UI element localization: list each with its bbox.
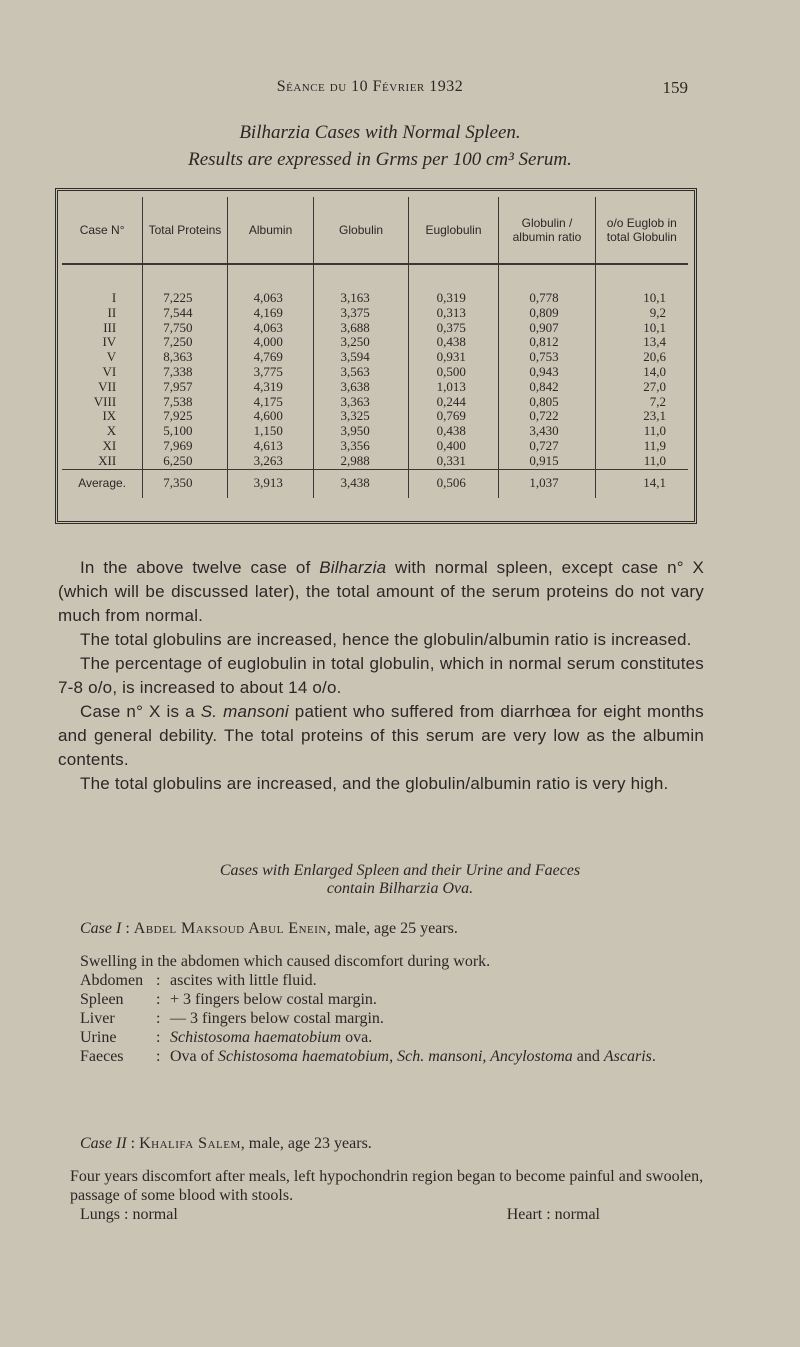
field-label: Spleen [80,991,124,1008]
field-value: — 3 fingers below costal margin. [170,1010,384,1027]
table-caption-line2: Results are expressed in Grms per 100 cm³ Serum. [188,149,572,170]
case-label: Case I [80,920,122,937]
table-cell: XI [102,437,117,453]
table-cell: 1,150 [227,424,314,439]
table-cell: 7,925 [143,409,227,424]
paragraph [58,700,704,772]
table-cell: 0,809 [499,306,595,321]
table-cell: 0,842 [499,380,595,395]
table-cell: 11,0 [595,454,688,469]
table-cell: 0,244 [408,395,499,410]
paragraph: The percentage of euglobulin in total globulin, which in normal serum constitutes 7-8 o/o, is increased to about 14 o/o. [58,654,704,697]
table-cell: 7,2 [595,395,688,410]
table-cell: 4,063 [227,291,314,306]
page-number: 159 [662,78,688,97]
case-2-heading [80,1134,720,1153]
field-separator: : [156,1029,161,1046]
column-header: Euglobulin [408,197,499,264]
column-header: Globulin [314,197,408,264]
table-cell: 4,319 [227,380,314,395]
table-cell: 3,950 [314,424,408,439]
table-header-row [62,197,688,264]
paragraph: The total globulins are increased, hence the globulin/albumin ratio is increased. [80,630,692,649]
table-cell: 0,753 [499,350,595,365]
table-row [62,439,688,454]
text: In the above twelve case of [80,558,320,577]
field-value: ascites with little fluid. [170,972,317,989]
case-intro: Swelling in the abdomen which caused discomfort during work. [80,953,491,970]
table-cell: 0,812 [499,335,595,350]
table-cell: 9,2 [595,306,688,321]
table-cell: 11,9 [595,439,688,454]
table-cell: XII [98,452,117,468]
table-body [62,264,688,498]
field-label: Liver [80,1010,115,1027]
column-header: o/o Euglob in total Globulin [595,197,688,264]
table-cell: 3,775 [227,365,314,380]
table-cell: 0,438 [408,424,499,439]
table-spacer-row [62,264,688,291]
table-cell: 3,363 [314,395,408,410]
table-cell: 4,600 [227,409,314,424]
field-label: Abdomen [80,972,144,989]
table-cell: 23,1 [595,409,688,424]
text: . [651,1048,656,1065]
table-cell: 4,169 [227,306,314,321]
table-cell: VII [98,378,117,394]
table-cell: X [106,423,117,439]
table-cell: 10,1 [595,291,688,306]
table-row [62,306,688,321]
table-cell: 0,907 [499,321,595,336]
table-cell: 3,250 [314,335,408,350]
patient-name: Abdel Maksoud Abul Enein [133,920,327,937]
text: Ova of [170,1048,218,1065]
table-cell: 0,375 [408,321,499,336]
field-label: Faeces [80,1048,124,1065]
table-row [62,350,688,365]
italic-text: Schistosoma haematobium [170,1029,342,1046]
table-row [62,454,688,469]
column-header: Albumin [227,197,314,264]
average-label: Average. [62,469,143,498]
patient-details: , male, age 23 years. [240,1135,372,1152]
italic-text: S. mansoni [200,702,289,721]
table-cell: 3,263 [227,454,314,469]
table-cell: 0,805 [499,395,595,410]
table-cell: 2,988 [314,454,408,469]
table-cell: VIII [93,393,117,409]
case-2-paragraph: Four years discomfort after meals, left hypochondrin region began to become painful and swoolen, passage of some blood with stools. [70,1168,704,1204]
table-cell: 3,563 [314,365,408,380]
case-label: Case II [80,1135,127,1152]
table-cell: 0,769 [408,409,499,424]
table-cell: 3,356 [314,439,408,454]
patient-details: , male, age 25 years. [326,920,458,937]
table-cell: 3,325 [314,409,408,424]
table-cell: 4,613 [227,439,314,454]
table-cell: 7,544 [143,306,227,321]
table-cell: 3,638 [314,380,408,395]
table-cell: 0,915 [499,454,595,469]
table-cell: 4,000 [227,335,314,350]
table-cell: VI [102,363,117,379]
patient-name: Khalifa Salem [139,1135,241,1152]
table-cell: 11,0 [595,424,688,439]
field-separator: : [156,1048,161,1065]
table-cell: 3,688 [314,321,408,336]
section-title-line1: Cases with Enlarged Spleen and their Urine and Faeces [219,862,581,879]
table-average-row [62,469,688,498]
table-cell: 4,063 [227,321,314,336]
body-text [58,556,704,796]
text: Case n° X is a [80,702,201,721]
table-cell: 6,250 [143,454,227,469]
field-row [80,1009,720,1028]
table-cell: 20,6 [595,350,688,365]
table-caption-line1: Bilharzia Cases with Normal Spleen. [239,122,521,143]
average-cell: 3,438 [314,469,408,498]
case-1-block [80,919,720,1066]
column-header: Total Proteins [143,197,227,264]
average-cell: 1,037 [499,469,595,498]
table-cell: 3,594 [314,350,408,365]
heart-finding: Heart : normal [506,1206,600,1223]
table-cell: 3,163 [314,291,408,306]
table-cell: 0,727 [499,439,595,454]
table-cell: 0,931 [408,350,499,365]
table-cell: 3,430 [499,424,595,439]
text: with normal spleen, except case n° X (which will be discussed later), the total amount of the serum proteins do not vary much from normal. [58,558,705,625]
table-cell: 4,175 [227,395,314,410]
column-header: Case N° [62,197,143,264]
table-cell: 7,969 [143,439,227,454]
italic-text: Ascaris [603,1048,652,1065]
table-row [62,321,688,336]
lungs-finding: Lungs : normal [80,1206,178,1223]
table-cell: 0,500 [408,365,499,380]
table-cell: 4,769 [227,350,314,365]
table-cell: 0,943 [499,365,595,380]
running-head [0,78,800,102]
field-separator: : [156,991,161,1008]
table-row [62,380,688,395]
table-cell: 14,0 [595,365,688,380]
table-cell: 5,100 [143,424,227,439]
table-row [62,335,688,350]
table-cell: 7,538 [143,395,227,410]
case-1-heading [80,919,720,938]
table-cell: IV [102,334,117,350]
data-table [62,197,688,498]
table-cell: 8,363 [143,350,227,365]
section-title [80,862,720,898]
field-separator: : [156,972,161,989]
average-cell: 7,350 [143,469,227,498]
paragraph: The total globulins are increased, and the globulin/albumin ratio is very high. [80,774,669,793]
table-row [62,424,688,439]
table-cell: V [106,349,117,365]
paragraph [58,556,704,628]
table-cell: 13,4 [595,335,688,350]
table-cell: 0,319 [408,291,499,306]
case-2-block [70,1134,720,1224]
table-cell: III [103,319,117,335]
table-cell: 0,778 [499,291,595,306]
data-table-frame [55,188,697,524]
table-cell: 7,957 [143,380,227,395]
field-separator: : [156,1010,161,1027]
field-row [80,971,720,990]
average-cell: 0,506 [408,469,499,498]
column-header: Globulin / albumin ratio [499,197,595,264]
italic-text: Schistosoma haematobium, Sch. mansoni, Ancylostoma [217,1048,573,1065]
field-row [80,1028,720,1047]
text: patient who suffered from diarrhœa for eight months and general debility. The total proteins of this serum are very low as the albumin contents. [58,702,705,769]
table-cell: 1,013 [408,380,499,395]
field-label: Urine [80,1029,117,1046]
case-colon: : [121,920,134,937]
table-cell: 0,438 [408,335,499,350]
table-row [62,409,688,424]
table-cell: 7,225 [143,291,227,306]
table-cell: 3,375 [314,306,408,321]
case-2-exam-row [80,1205,600,1224]
field-value: + 3 fingers below costal margin. [170,991,377,1008]
average-cell: 3,913 [227,469,314,498]
table-cell: 0,722 [499,409,595,424]
field-row [80,990,720,1009]
field-value [170,1028,720,1047]
section-title-line2: contain Bilharzia Ova. [326,880,474,897]
field-row [80,1047,720,1066]
text: ova. [341,1029,373,1046]
table-cell: 7,250 [143,335,227,350]
case-1-fields [80,952,720,1066]
field-value [170,1047,720,1066]
table-cell: 0,313 [408,306,499,321]
case-colon: : [126,1135,140,1152]
table-cell: IX [102,408,117,424]
table-row [62,291,688,306]
table-cell: 7,338 [143,365,227,380]
table-row [62,365,688,380]
table-cell: II [107,304,117,320]
average-cell: 14,1 [595,469,688,498]
table-cell: 0,400 [408,439,499,454]
text: and [572,1048,604,1065]
running-title: Séance du 10 Février 1932 [276,78,464,95]
italic-text: Bilharzia [319,558,387,577]
table-cell: 27,0 [595,380,688,395]
table-row [62,395,688,410]
table-cell: I [111,290,117,305]
table-cell: 7,750 [143,321,227,336]
table-cell: 10,1 [595,321,688,336]
table-cell: 0,331 [408,454,499,469]
